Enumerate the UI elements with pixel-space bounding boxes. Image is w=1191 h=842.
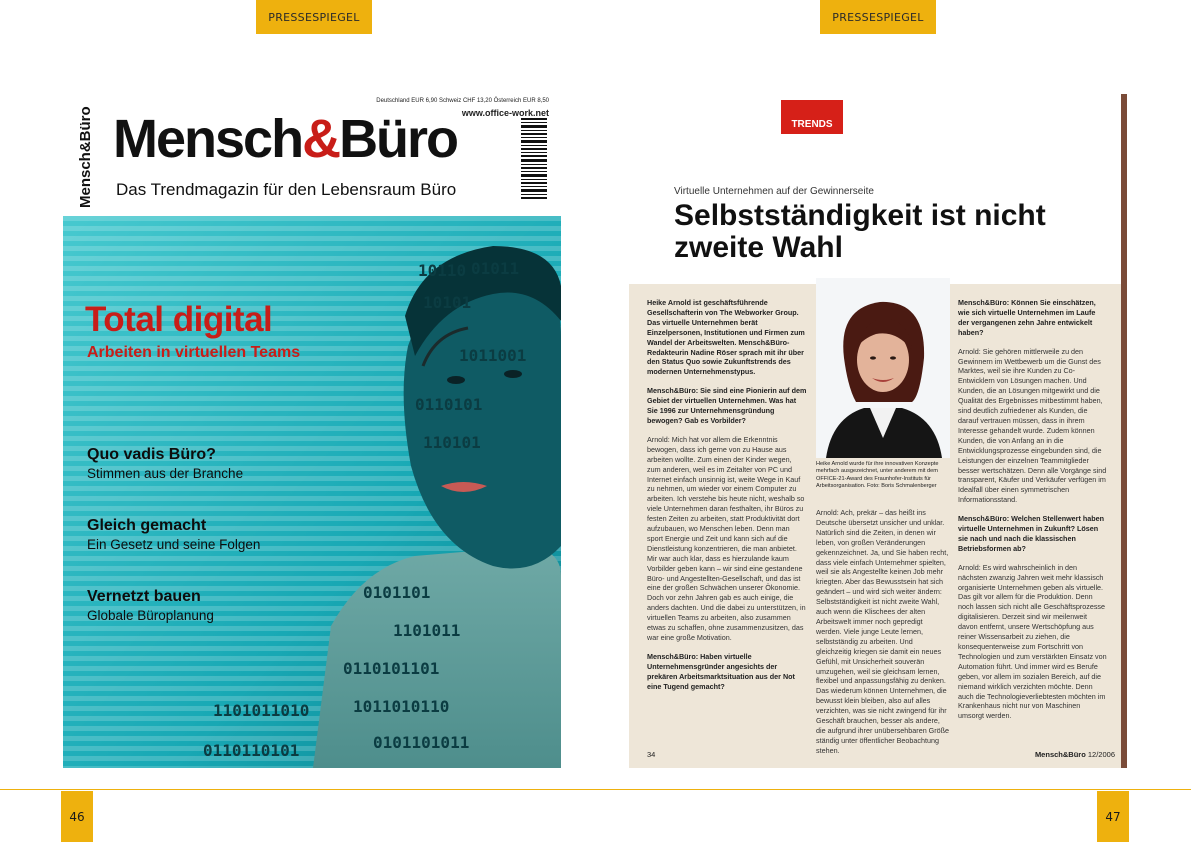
section-tab-left [256, 0, 372, 34]
page-edge [1121, 94, 1127, 768]
binary-row: 0101101011 [373, 733, 470, 752]
cover-story-text: Globale Büroplanung [87, 608, 214, 623]
cover-masthead [63, 94, 561, 216]
logo-ampersand: & [302, 109, 340, 169]
interview-answer: Arnold: Mich hat vor allem die Erkenntnis bewogen, dass ich gerne von zu Hause aus arbeiten wollte. Zum einen der Kinder wegen, zum anderen, weil es im Zeitalter von PC und Internet einfach unsinnig ist, weite Wege in Kauf zu nehmen, um wieder vor einem Computer zu arbeiten. Ich verstehe bis heute nicht, weshalb so viele Unternehmen daran festhalten, ihr Büros zu festen Zeiten zu arbeiten, statt Produktivität dort aufzubauen, wo Menschen leben. Denn man sport Energie und Zeit und kann sich auf die Dienstleistung konzentrieren, die man anbietet. Mir war auch klar, dass es hierzulande kaum Vorbilder geben kann – wir sind eine gestandene Büro- und Angestellten-Gesellschaft, und das ist eine der großen Schwächen unserer Ökonomie. Doch vor zehn Jahren gab es auch einige, die anders dachten. Und die dabei zu unterstützen, in virtuellen Teams zu arbeiten, also zusammen etwas zu schaffen, ohne zusammenzusitzen, das war eine große Motivation. [647, 434, 806, 642]
binary-row: 0110101101 [343, 659, 440, 678]
interview-answer: Arnold: Sie gehören mittlerweile zu den Gewinnern im Wettbewerb um die Gunst des Marktes, weil sie ihre Kunden zu Co-Entwicklern von Lösungen machen. Und Kunden, die an Lösungen mitgewirkt und die Qualität des Ergebnisses mitbestimmt haben, sind deutlich zufriedener als Kunden, die darauf vertrauen müssen, dass in ihrem Interesse gehandelt wurde. Zudem können Kunden, die von Anfang an in die Entwicklungsprozesse eingebunden sind, die Leistungen der einzelnen Teammitglieder besser wertschätzen. Denn alle Vorgänge sind transparent, Käufer und Verkäufer verfügen im Idealfall über einen symmetrischen Informationsstand. [958, 346, 1107, 505]
magazine-article-page [629, 94, 1127, 768]
article-page-number: 34 [647, 750, 656, 759]
interview-answer: Arnold: Es wird wahrscheinlich in den nächsten zwanzig Jahren weit mehr klassisch organisierte Unternehmen geben als virtuelle. Das gilt vor allem für die Produktion. Denn noch lassen sich nicht alle Geschäftsprozesse digitalisieren. Derzeit sind wir meilenweit davon entfernt, unsere Wertschöpfung aus reiner Wissensarbeit zu ziehen, die konsequenterweise zum Fortschritt von Technologien und zum verstärkten Einsatz von Automation führt. Und immer wird es Berufe geben, vor allem im sozialen Bereich, auf die niemand wirklich verzichten möchte. Denn auch die Technologieverliebtesten möchten im Krankenhaus nicht nur von Maschinen umsorgt werden. [958, 562, 1107, 721]
photo-caption: Heike Arnold wurde für ihre innovativen Konzepte mehrfach ausgezeichnet, unter anderem mit dem OFFICE-21-Award des Fraunhofer-Instituts für Arbeitsorganisation. Foto: Boris Schmalenberger [816, 461, 939, 489]
binary-row: 1101011 [393, 621, 461, 640]
page-number-left: 46 [61, 791, 93, 842]
magazine-cover [63, 94, 561, 768]
interview-question: Mensch&Büro: Können Sie einschätzen, wie sich virtuelle Unternehmen im Laufe der vergangenen zehn Jahre entwickelt haben? [958, 298, 1096, 337]
section-tab-label: PRESSESPIEGEL [268, 10, 360, 24]
spine-logo-text: Mensch&Büro [77, 106, 94, 208]
article-column-3 [958, 298, 1108, 738]
magazine-logo [113, 109, 458, 169]
article-footer [1035, 750, 1115, 759]
article-column-2 [816, 508, 950, 755]
binary-row: 0110101 [415, 395, 483, 414]
binary-row: 1011001 [459, 346, 527, 365]
article-headline: Selbstständigkeit ist nicht zweite Wahl [674, 199, 1046, 264]
cover-story-text: Stimmen aus der Branche [87, 466, 244, 481]
interview-question: Mensch&Büro: Sie sind eine Pionierin auf dem Gebiet der virtuellen Unternehmen. Was hat Sie 1996 zur Unternehmensgründung bewogen? Gab es Vorbilder? [647, 386, 807, 425]
cover-main-subtitle: Arbeiten in virtuellen Teams [87, 344, 301, 361]
cover-story-text: Ein Gesetz und seine Folgen [87, 537, 261, 552]
binary-row: 1101011010 [213, 701, 310, 720]
footer-issue: 12/2006 [1087, 750, 1115, 759]
section-tab-right [820, 0, 936, 34]
article-kicker: Virtuelle Unternehmen auf der Gewinnerseite [674, 186, 874, 197]
binary-row: 110101 [423, 433, 481, 452]
footer-rule [0, 789, 1191, 790]
cover-story-heading: Quo vadis Büro? [87, 446, 216, 463]
article-intro: Heike Arnold ist geschäftsführende Gesellschafterin von The Webworker Group. Das virtuelle Unternehmen berät Einzelpersonen, Institutionen und Firmen zum Wandel der Arbeitswelten. Mensch&Büro-Redakteurin Nadine Röser sprach mit ihr über den Status Quo sowie Zukunftstrends des modernen Unternehmenstypus. [647, 298, 805, 377]
binary-row: 01011 [471, 259, 520, 278]
cover-photo [63, 216, 561, 768]
cover-price: Deutschland EUR 6,90 Schweiz CHF 13,20 Österreich EUR 8,50 [376, 98, 549, 104]
binary-row: 1011010110 [353, 697, 450, 716]
page-number-right: 47 [1097, 791, 1129, 842]
cover-story-heading: Gleich gemacht [87, 517, 207, 534]
binary-row: 0101101 [363, 583, 431, 602]
interview-answer: Arnold: Ach, prekär – das heißt ins Deutsche übersetzt unsicher und unklar. Natürlich sind die Zeiten, in denen wir leben, von großen Veränderungen gekennzeichnet. Ja, und Sie haben recht, dass viele einfach Unternehmer spielten, weil sie als Angestellte keinen Job mehr kriegten. Aber das Bewusstsein hat sich geändert – und wird sich weiter ändern: Selbstständigkeit ist nicht zweite Wahl, auch wenn die Klischees der alten Arbeitswelt immer noch gepredigt werden. Viele junge Leute lernen, selbstständig zu arbeiten. Und gleichzeitig kriegen sie damit ein neues Gefühl, mit Unsicherheit souverän umzugehen, weil sie gleichsam lernen, flexibel und anpassungsfähig zu denken. Das wiederum können Unternehmen, die bewusst klein bleiben, also auf alles verzichten, was sie nicht zwingend für ihr Geschäft brauchen, besser als andere, die aufgrund ihrer unübersehbaren Größe ständig unter öffentlicher Beobachtung stehen. [816, 508, 950, 755]
interview-question: Mensch&Büro: Welchen Stellenwert haben virtuelle Unternehmen in Zukunft? Lösen sie nach und nach die klassischen Betriebsformen ab? [958, 514, 1105, 553]
binary-row: 0110110101 [203, 741, 300, 760]
article-column-1 [647, 298, 807, 738]
logo-part-mensch: Mensch [113, 109, 303, 169]
cover-tagline: Das Trendmagazin für den Lebensraum Büro [116, 180, 457, 199]
footer-magazine: Mensch&Büro [1034, 750, 1086, 759]
binary-row: 10110 [418, 261, 467, 280]
section-tab-label: PRESSESPIEGEL [832, 10, 924, 24]
cover-story-heading: Vernetzt bauen [87, 588, 201, 605]
interview-question: Mensch&Büro: Haben virtuelle Unternehmensgründer angesichts der prekären Arbeitsmarktsituation aus der Not eine Tugend gemacht? [647, 651, 795, 691]
cover-url: www.office-work.net [461, 108, 549, 118]
barcode [519, 118, 549, 200]
cover-main-title: Total digital [85, 300, 273, 339]
binary-row: 10101 [423, 293, 472, 312]
portrait-photo [816, 278, 950, 458]
section-label-trends: TRENDS [781, 100, 843, 134]
logo-part-buero: Büro [339, 109, 458, 169]
spine-logo [73, 100, 95, 210]
